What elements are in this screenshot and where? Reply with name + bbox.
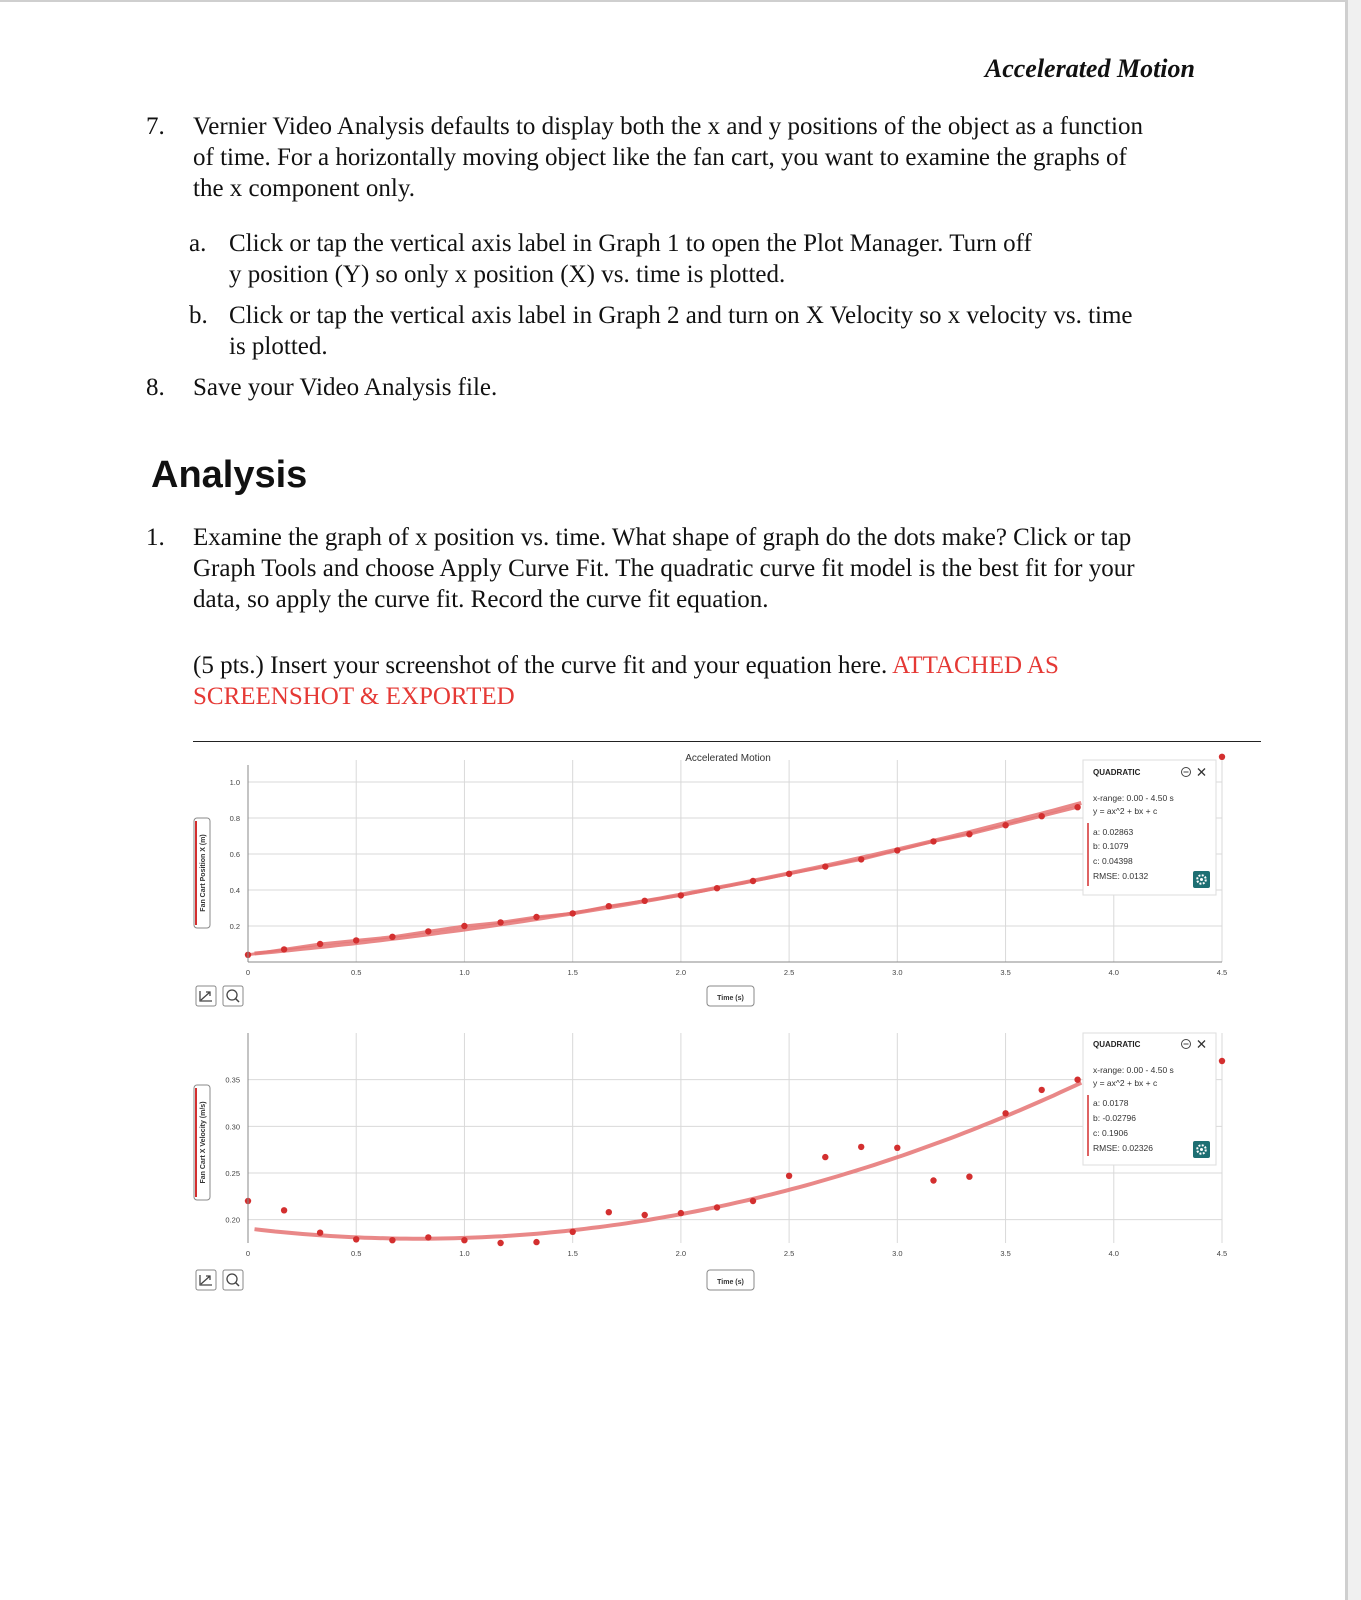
- g1-x-tick-label: 4.0: [1108, 968, 1119, 977]
- g1-x-tick-label: 2.0: [675, 968, 687, 977]
- g2-data-point: [1074, 1077, 1080, 1083]
- g2-y-tick-label: 0.25: [225, 1169, 240, 1178]
- g1-data-point: [750, 878, 756, 884]
- g1-y-tick-label: 0.4: [229, 886, 240, 895]
- step-8-number: 8.: [146, 374, 165, 401]
- gear-icon-hub: [1200, 1148, 1203, 1151]
- graph-1-y-axis-label[interactable]: [194, 818, 210, 928]
- g1-data-point: [1219, 754, 1225, 760]
- g1-data-point: [822, 863, 828, 869]
- step-7a-line-2: y position (Y) so only x position (X) vs. time is plotted.: [229, 261, 786, 288]
- g1-y-tick-label: 0.6: [229, 850, 240, 859]
- graph-1-y-ticks: [230, 778, 240, 931]
- g2-x-tick-label: 4.5: [1216, 1249, 1228, 1258]
- g1-data-point: [1002, 822, 1008, 828]
- graph-1-zoom-button[interactable]: [223, 986, 243, 1006]
- graph-2-fit-c: c: 0.1906: [1093, 1128, 1128, 1138]
- g1-data-point: [606, 903, 612, 909]
- g1-y-tick-label: 0.8: [229, 814, 240, 823]
- g1-y-tick-label: 0.2: [229, 922, 240, 931]
- graph-1-fit-panel[interactable]: [1083, 760, 1216, 895]
- g2-data-point: [497, 1240, 503, 1246]
- step-7b-line-1: Click or tap the vertical axis label in Graph 2 and turn on X Velocity so x velocity vs. time: [229, 302, 1133, 329]
- graph-1-data-line: [248, 807, 1078, 955]
- graph-1-points: [245, 754, 1225, 958]
- analysis-1-number: 1.: [146, 524, 165, 551]
- g2-data-point: [678, 1210, 684, 1216]
- graph-2-fit-curve: [255, 1083, 1082, 1239]
- g2-data-point: [786, 1173, 792, 1179]
- g1-y-tick-label: 1.0: [229, 778, 240, 787]
- g1-x-tick-label: 0.5: [351, 968, 362, 977]
- g2-data-point: [1039, 1087, 1045, 1093]
- analysis-1-line-3: data, so apply the curve fit. Record the curve fit equation.: [193, 586, 769, 613]
- g1-data-point: [786, 871, 792, 877]
- graph-2-fit-panel[interactable]: [1083, 1033, 1216, 1165]
- analysis-1-line-1: Examine the graph of x position vs. time. What shape of graph do the dots make? Click or tap: [193, 524, 1132, 551]
- g1-x-tick-label: 1.5: [567, 968, 578, 977]
- graph-1-fit-b: b: 0.1079: [1093, 841, 1129, 851]
- g2-y-tick-label: 0.30: [225, 1122, 240, 1132]
- g2-data-point: [822, 1154, 828, 1160]
- step-7a: [189, 228, 1189, 290]
- g1-data-point: [570, 910, 576, 916]
- g2-x-tick-label: 1.5: [567, 1249, 578, 1258]
- graph-1-tool-button[interactable]: [196, 986, 216, 1006]
- g1-data-point: [966, 831, 972, 837]
- graph-2-tool-button[interactable]: [196, 1270, 216, 1290]
- graph-2-fit-b: b: -0.02796: [1093, 1113, 1137, 1123]
- g1-data-point: [353, 937, 359, 943]
- answer-response: ATTACHED AS SCREENSHOT & EXPORTED: [193, 652, 1059, 710]
- graph-1: [194, 754, 1227, 1006]
- graph-2-x-ticks: [246, 1249, 1227, 1258]
- graph-2-y-label-text: Fan Cart X Velocity (m/s): [200, 1101, 207, 1184]
- g2-data-point: [966, 1174, 972, 1180]
- graph-2-y-axis-label[interactable]: [194, 1085, 210, 1200]
- graph-2-y-ticks: [225, 1076, 240, 1225]
- graph-1-fit-a: a: 0.02863: [1093, 827, 1134, 837]
- graph-2-fit-rmse: RMSE: 0.02326: [1093, 1143, 1154, 1153]
- g2-data-point: [1219, 1058, 1225, 1064]
- step-7b-line-2: is plotted.: [229, 333, 328, 360]
- g1-x-tick-label: 2.5: [783, 968, 795, 977]
- step-7-number: 7.: [146, 113, 165, 140]
- g2-x-tick-label: 3.5: [1000, 1249, 1011, 1258]
- graph-2: [194, 1033, 1227, 1290]
- g1-x-tick-label: 4.5: [1216, 968, 1228, 977]
- graph-2-zoom-box: [223, 1270, 243, 1290]
- horizontal-rule: [193, 741, 1261, 742]
- graph-1-fit-x-range: x-range: 0.00 - 4.50 s: [1093, 793, 1174, 803]
- graph-2-grid: [248, 1033, 1222, 1243]
- g1-data-point: [858, 856, 864, 862]
- g2-data-point: [461, 1237, 467, 1243]
- g2-data-point: [317, 1230, 323, 1236]
- graph-1-fit-settings-button[interactable]: [1193, 871, 1210, 888]
- graph-2-fit-x-range: x-range: 0.00 - 4.50 s: [1093, 1065, 1174, 1075]
- g2-data-point: [750, 1198, 756, 1204]
- g2-data-point: [425, 1234, 431, 1240]
- g2-data-point: [353, 1236, 359, 1242]
- graph-1-grid: [248, 760, 1222, 962]
- g1-data-point: [930, 838, 936, 844]
- graph-1-fit-equation: y = ax^2 + bx + c: [1093, 806, 1158, 816]
- graph-1-x-ticks: [246, 968, 1227, 977]
- step-7b-letter: b.: [189, 302, 208, 329]
- g2-y-tick-label: 0.35: [225, 1075, 240, 1085]
- step-7: [146, 111, 1246, 204]
- g2-y-tick-label: 0.20: [225, 1215, 240, 1225]
- step-7b: [189, 300, 1239, 362]
- step-7a-line-1: Click or tap the vertical axis label in Graph 1 to open the Plot Manager. Turn off: [229, 230, 1032, 257]
- g2-x-tick-label: 2.5: [783, 1249, 795, 1258]
- analysis-1-line-2: Graph Tools and choose Apply Curve Fit. The quadratic curve fit model is the best fit for your: [193, 555, 1135, 582]
- g1-x-tick-label: 3.0: [892, 968, 903, 977]
- g1-data-point: [642, 898, 648, 904]
- g1-x-tick-label: 3.5: [1000, 968, 1011, 977]
- g1-data-point: [389, 934, 395, 940]
- graph-2-fit-title: QUADRATIC: [1093, 1040, 1141, 1049]
- graph-2-fit-settings-button[interactable]: [1193, 1141, 1210, 1158]
- g2-data-point: [389, 1237, 395, 1243]
- chart-title: Accelerated Motion: [685, 753, 771, 764]
- g2-data-point: [606, 1209, 612, 1215]
- g2-data-point: [533, 1239, 539, 1245]
- step-7-line-3: the x component only.: [193, 175, 415, 202]
- g1-data-point: [281, 946, 287, 952]
- graph-1-fit-curve: [255, 803, 1082, 954]
- g2-data-point: [858, 1144, 864, 1150]
- graph-2-x-axis-label[interactable]: [707, 1270, 754, 1290]
- graph-2-fit-equation: y = ax^2 + bx + c: [1093, 1078, 1158, 1088]
- g2-x-tick-label: 0: [245, 1249, 251, 1258]
- graph-2-fit-a: a: 0.0178: [1093, 1098, 1129, 1108]
- graph-2-zoom-button[interactable]: [223, 1270, 243, 1290]
- graph-2-x-label-text: Time (s): [717, 1279, 744, 1286]
- g2-data-point: [714, 1204, 720, 1210]
- g1-data-point: [894, 847, 900, 853]
- graph-1-zoom-box: [223, 986, 243, 1006]
- answer-prompt: (5 pts.) Insert your screenshot of the curve fit and your equation here.: [193, 652, 888, 679]
- g2-data-point: [1002, 1110, 1008, 1116]
- graph-1-x-label-text: Time (s): [717, 995, 744, 1002]
- graph-1-fit-c: c: 0.04398: [1093, 856, 1133, 866]
- g1-data-point: [497, 919, 503, 925]
- g2-data-point: [930, 1177, 936, 1183]
- g2-x-tick-label: 0.5: [351, 1249, 362, 1258]
- g2-data-point: [281, 1207, 287, 1213]
- graph-1-y-label-text: Fan Cart Position X (m): [200, 834, 207, 912]
- analysis-heading: Analysis: [151, 454, 308, 496]
- step-7a-letter: a.: [189, 230, 207, 257]
- graph-1-fit-rmse: RMSE: 0.0132: [1093, 871, 1149, 881]
- graph-1-x-axis-label[interactable]: [707, 986, 754, 1006]
- step-8-text: Save your Video Analysis file.: [193, 374, 498, 401]
- running-head: Accelerated Motion: [984, 54, 1195, 83]
- g2-x-tick-label: 3.0: [892, 1249, 903, 1258]
- answer-block: [193, 650, 1193, 712]
- g1-data-point: [425, 928, 431, 934]
- g2-x-tick-label: 1.0: [459, 1249, 470, 1258]
- gear-icon-hub: [1200, 878, 1203, 881]
- analysis-question-1: [146, 522, 1246, 615]
- g1-x-tick-label: 1.0: [459, 968, 470, 977]
- g2-data-point: [570, 1229, 576, 1235]
- g2-data-point: [642, 1212, 648, 1218]
- g2-data-point: [894, 1145, 900, 1151]
- step-7-line-2: of time. For a horizontally moving object like the fan cart, you want to examine the graphs of: [193, 144, 1127, 171]
- g1-data-point: [461, 923, 467, 929]
- g1-x-tick-label-zero: 0: [245, 968, 251, 977]
- g1-data-point: [1074, 804, 1080, 810]
- g1-data-point: [678, 892, 684, 898]
- g1-data-point: [1039, 813, 1045, 819]
- g1-data-point: [317, 941, 323, 947]
- step-8: [146, 372, 846, 403]
- graph-screenshot: [190, 743, 1290, 1323]
- g1-data-point: [533, 914, 539, 920]
- g2-x-tick-label: 4.0: [1108, 1249, 1119, 1258]
- graph-1-fit-title: QUADRATIC: [1093, 768, 1141, 777]
- g1-data-point: [714, 885, 720, 891]
- step-7-line-1: Vernier Video Analysis defaults to display both the x and y positions of the object as a function: [193, 113, 1143, 140]
- g2-x-tick-label: 2.0: [675, 1249, 687, 1258]
